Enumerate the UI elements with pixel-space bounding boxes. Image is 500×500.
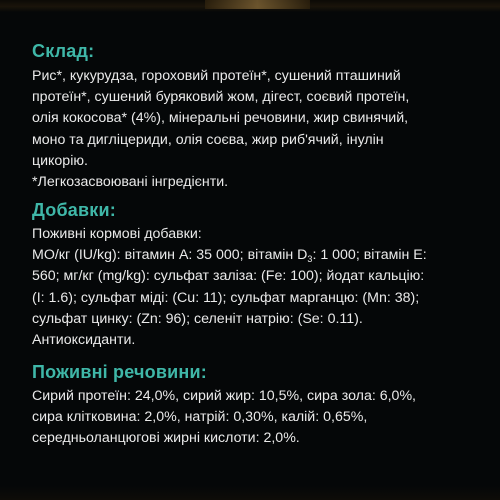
composition-line: олія кокосова* (4%), мінеральні речовини, жир свинячий,: [32, 110, 409, 127]
vitamin-d-subscript: 3: [307, 254, 313, 265]
additives-line-part: МО/кг (IU/kg): вітамин А: 35 000; вітамін D: [32, 247, 308, 264]
additives-line-part: : 1 000; вітамін E:: [312, 247, 427, 264]
nutrients-text: [32, 386, 472, 450]
composition-line: цикорію.: [32, 152, 88, 169]
composition-line: протеїн*, сушений буряковий жом, дігест, соєвий протеїн,: [32, 89, 410, 106]
additives-line: (I: 1.6); сульфат міді: (Cu: 11); сульфат марганцю: (Mn: 38);: [32, 289, 420, 306]
composition-text: [32, 66, 472, 193]
nutrients-title: Поживні речовини:: [32, 362, 207, 382]
composition-title: Склад:: [32, 41, 95, 61]
additives-line: [32, 245, 472, 266]
nutrients-line: сира клітковина: 2,0%, натрій: 0,30%, калій: 0,65%,: [32, 409, 368, 426]
additives-line: Поживні кормові добавки:: [32, 226, 202, 242]
additives-line: 560; мг/кг (mg/kg): сульфат заліза: (Fe: 100); йодат кальцію:: [32, 268, 425, 285]
additives-text: [32, 224, 472, 351]
gold-accent-strip: [205, 0, 310, 9]
nutrients-line: Сирий протеїн: 24,0%, сирий жир: 10,5%, сира зола: 6,0%,: [32, 388, 417, 404]
nutrients-line: середньоланцюгові жирні кислоти: 2,0%.: [32, 430, 300, 447]
bottom-edge-band: [0, 486, 500, 500]
additives-line: Антиоксиданти.: [32, 332, 136, 349]
additives-title: Добавки:: [32, 200, 116, 220]
additives-line: сульфат цинку: (Zn: 96); селеніт натрію: (Se: 0.11).: [32, 310, 363, 327]
composition-line: моно та дигліцериди, олія соєва, жир риб'ячий, інулін: [32, 131, 384, 148]
composition-footnote: *Легкозасвоювані інгредієнти.: [32, 174, 229, 191]
top-edge-band: [0, 0, 500, 12]
composition-line: Рис*, кукурудза, гороховий протеїн*, сушений пташиний: [32, 68, 401, 84]
